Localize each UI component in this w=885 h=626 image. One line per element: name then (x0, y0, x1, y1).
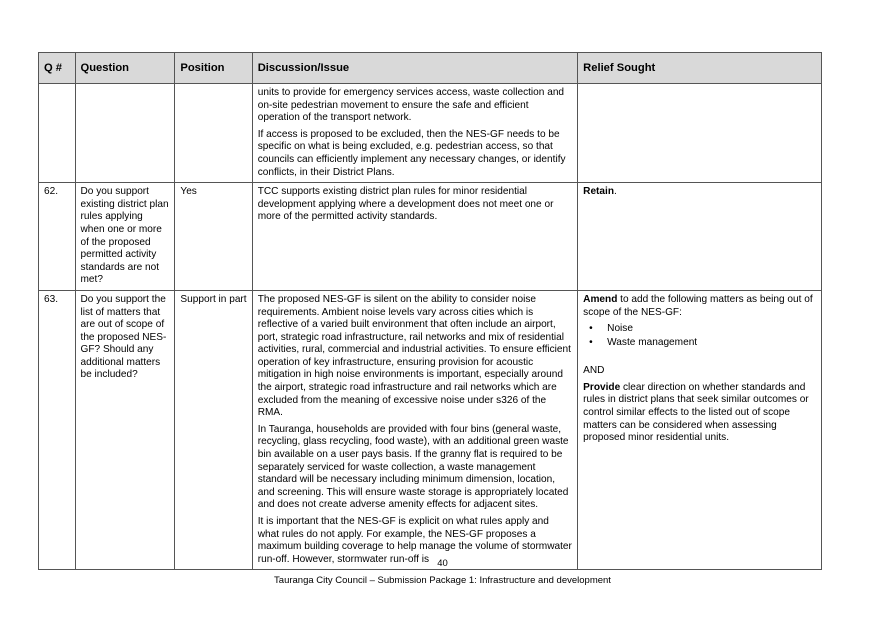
header-question: Question (75, 53, 175, 84)
relief-amend (583, 294, 816, 319)
cell-position (175, 84, 252, 183)
cell-discussion (252, 290, 577, 569)
cell-relief (578, 290, 822, 569)
cell-discussion (252, 84, 577, 183)
footer-title: Tauranga City Council – Submission Package 1: Infrastructure and development (274, 575, 611, 586)
table-row (39, 183, 822, 291)
discussion-paragraph: If access is proposed to be excluded, then the NES-GF needs to be specific on what is being excluded, e.g. pedestrian access, so that councils can efficiently implement any necessary changes, or identify conflicts, in their District Plans. (257, 128, 566, 178)
discussion-paragraph: It is important that the NES-GF is explicit on what rules apply and what rules do not apply. For example, the NES-GF proposes a maximum building coverage to help manage the volume of stormwater run-off. However, stormwater run-off is (257, 516, 572, 565)
header-relief: Relief Sought (578, 53, 822, 84)
relief-verb: Provide (583, 381, 621, 393)
table-row (39, 84, 822, 183)
relief-bullet-list (583, 323, 816, 349)
cell-position: Support in part (175, 290, 252, 569)
cell-number: 63. (39, 290, 76, 569)
relief-text: to add the following matters as being out of scope of the NES-GF: (583, 293, 813, 318)
table-header-row (39, 53, 822, 84)
list-item: • Noise (607, 323, 816, 336)
list-item: • Waste management (607, 337, 816, 350)
relief-and: AND (583, 365, 605, 377)
header-discussion: Discussion/Issue (252, 53, 577, 84)
cell-question (75, 84, 175, 183)
cell-discussion: TCC supports existing district plan rules for minor residential development applying where a development does not meet one or more of the permitted activity standards. (252, 183, 577, 291)
cell-question: Do you support existing district plan rules applying when one or more of the proposed permitted activity standards are not met? (75, 183, 175, 291)
cell-number: 62. (39, 183, 76, 291)
relief-text: . (614, 186, 617, 198)
discussion-paragraph: The proposed NES-GF is silent on the ability to consider noise requirements. Ambient noise levels vary across cities which is reflective of a varied built environment that often include an airport, port, strategic road infrastructure, rail networks and mix of residential activities, rural, commercial and industrial activities. To ensure efficient operation of key infrastructure, ensuring provision for acoustic mitigation in high noise environments is important, especially around the airport, strategic road infrastructure and rail networks which are excluded from the meaning of excessive noise under s326 of the RMA. (257, 293, 571, 419)
header-q-number: Q # (39, 53, 76, 84)
discussion-paragraph: In Tauranga, households are provided with four bins (general waste, recycling, glass recycling, food waste), with an additional green waste bin available on a user pays basis. If the granny flat is required to be separately serviced for waste collection, a waste management standard will be necessary including minimum dimension, location, and screening. This will ensure waste storage is appropriately located and does not create adverse amenity effects for adjacent sites. (257, 423, 569, 511)
page-number: 40 (437, 558, 448, 569)
relief-provide (583, 382, 816, 445)
relief-verb: Retain (583, 186, 615, 198)
discussion-paragraph: units to provide for emergency services access, waste collection and on-site pedestrian movement to ensure the safe and efficient operation of the transport network. (257, 87, 565, 124)
cell-relief (578, 84, 822, 183)
cell-number (39, 84, 76, 183)
cell-position: Yes (175, 183, 252, 291)
cell-question: Do you support the list of matters that are out of scope of the proposed NES-GF? Should any additional matters be included? (75, 290, 175, 569)
header-position: Position (175, 53, 252, 84)
submission-table (38, 52, 822, 570)
cell-relief (578, 183, 822, 291)
relief-verb: Amend (583, 293, 618, 305)
table-row (39, 290, 822, 569)
relief-text: clear direction on whether standards and rules in district plans that seek similar outcomes or control similar effects to the listed out of scope matters can be considered when assessing proposed minor residential units. (583, 381, 809, 444)
